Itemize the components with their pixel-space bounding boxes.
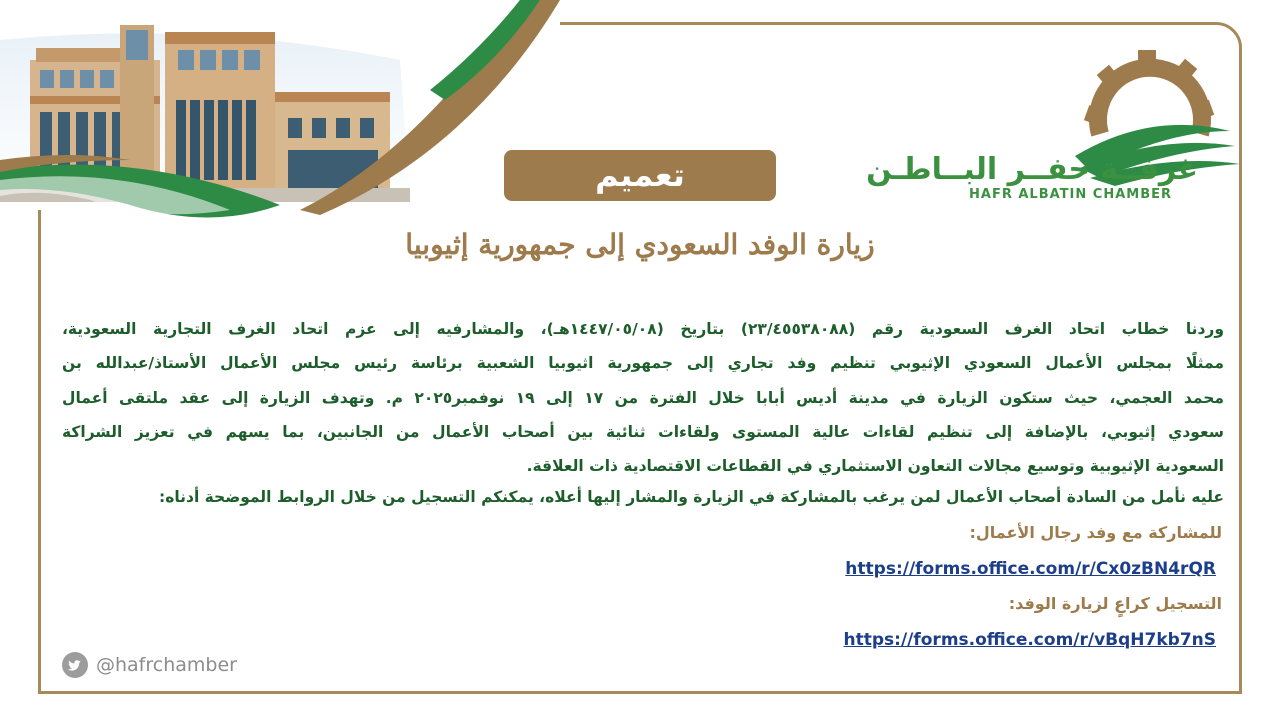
twitter-handle[interactable]: @hafrchamber [96, 654, 237, 676]
social-handle-block [62, 652, 237, 678]
chamber-name-english: HAFR ALBATIN CHAMBER [969, 187, 1172, 202]
chamber-name-arabic: غرفــة حفــر البــاطـن [866, 152, 1198, 187]
body-line: السعودية الإثيوبية وتوسيع مجالات التعاون الاستثماري في القطاعات الاقتصادية ذات العلاقة. [526, 457, 1224, 476]
body-line: ممثلًا بمجلس الأعمال السعودي الإثيوبي تنظيم وفد تجاري إلى جمهورية اثيوبيا الشعبية برئاسة رئيس مجلس الأعمال الأستاذ/عبدالله بن [62, 354, 1224, 373]
sponsor-label: التسجيل كراعٍ لزيارة الوفد: [1008, 594, 1222, 613]
announcement-badge: تعميم [504, 150, 776, 201]
chamber-building-image [0, 0, 560, 240]
announcement-body [62, 312, 1224, 483]
sponsor-link[interactable]: https://forms.office.com/r/vBqH7kb7nS [843, 630, 1216, 650]
registration-note: عليه نأمل من السادة أصحاب الأعمال لمن يرغب بالمشاركة في الزيارة والمشار إليها أعلاه، يمكنكم التسجيل من خلال الروابط الموضحة أدناه: [159, 488, 1224, 506]
body-line: محمد العجمي، حيث ستكون الزيارة في مدينة أديس أبابا خلال الفترة من ١٧ إلى ١٩ نوفمبر٢٠٢٥ م. وتهدف الزيارة إلى عقد ملتقى أعمال [62, 388, 1225, 407]
page-title: زيارة الوفد السعودي إلى جمهورية إثيوبيا [405, 228, 875, 261]
body-line: وردنا خطاب اتحاد الغرف السعودية رقم (٢٣/٤٥٥٣٨٠٨٨) بتاريخ (١٤٤٧/٠٥/٠٨هـ)، والمشارفيه إلى عزم اتحاد الغرف التجارية السعودية، [62, 320, 1224, 338]
body-line: سعودي إثيوبي، بالإضافة إلى تنظيم لقاءات عالية المستوى ولقاءات ثنائية بين أصحاب الأعمال من الجانبين، بما يسهم في تعزيز الشراكة [62, 422, 1224, 441]
business-delegation-label: للمشاركة مع وفد رجال الأعمال: [969, 523, 1222, 542]
twitter-icon [62, 652, 88, 678]
business-delegation-link[interactable]: https://forms.office.com/r/Cx0zBN4rQR [845, 559, 1216, 579]
